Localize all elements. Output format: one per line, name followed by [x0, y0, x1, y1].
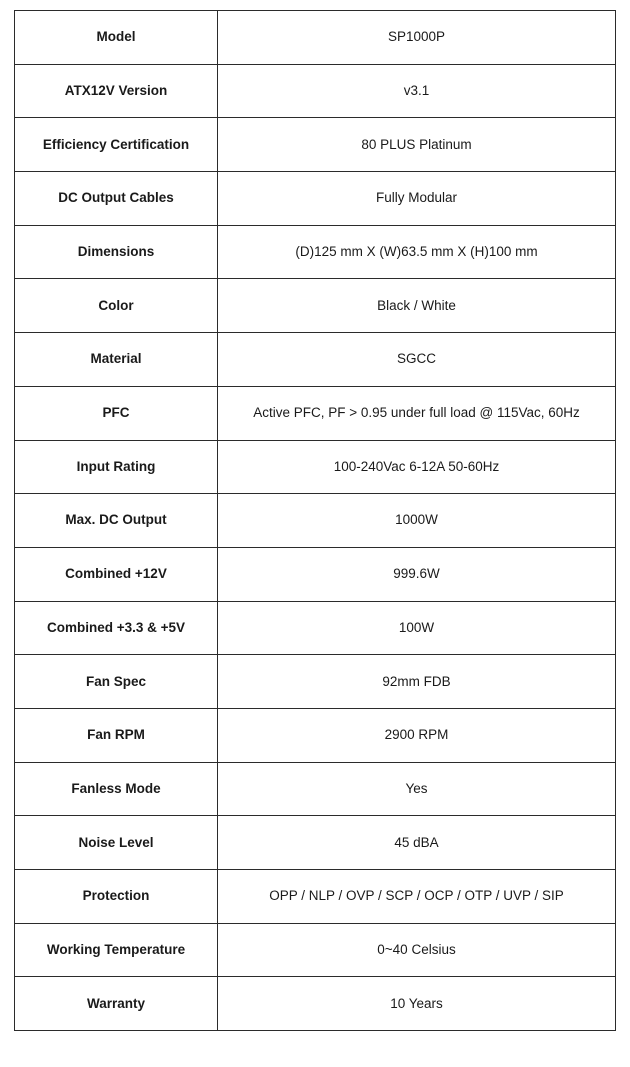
spec-value: 0~40 Celsius	[218, 923, 616, 977]
spec-label: Fanless Mode	[15, 762, 218, 816]
table-row	[15, 923, 616, 977]
spec-value: 100W	[218, 601, 616, 655]
spec-value: 45 dBA	[218, 816, 616, 870]
table-row	[15, 870, 616, 924]
table-row	[15, 601, 616, 655]
table-row	[15, 386, 616, 440]
spec-label: Efficiency Certification	[15, 118, 218, 172]
spec-label: Max. DC Output	[15, 494, 218, 548]
spec-label: Input Rating	[15, 440, 218, 494]
spec-value: 999.6W	[218, 547, 616, 601]
table-row	[15, 494, 616, 548]
table-row	[15, 547, 616, 601]
spec-label: PFC	[15, 386, 218, 440]
spec-value: Active PFC, PF > 0.95 under full load @ 115Vac, 60Hz	[218, 386, 616, 440]
table-row	[15, 279, 616, 333]
spec-label: Material	[15, 333, 218, 387]
spec-value: Yes	[218, 762, 616, 816]
spec-label: Warranty	[15, 977, 218, 1031]
spec-value: 80 PLUS Platinum	[218, 118, 616, 172]
spec-value: 92mm FDB	[218, 655, 616, 709]
spec-value: Fully Modular	[218, 172, 616, 226]
spec-label: DC Output Cables	[15, 172, 218, 226]
table-row	[15, 762, 616, 816]
table-row	[15, 64, 616, 118]
table-row	[15, 225, 616, 279]
table-row	[15, 11, 616, 65]
spec-label: Working Temperature	[15, 923, 218, 977]
spec-value: SGCC	[218, 333, 616, 387]
table-row	[15, 440, 616, 494]
spec-label: Combined +12V	[15, 547, 218, 601]
spec-value: 10 Years	[218, 977, 616, 1031]
table-row	[15, 655, 616, 709]
spec-label: Noise Level	[15, 816, 218, 870]
spec-label: Dimensions	[15, 225, 218, 279]
spec-label: Protection	[15, 870, 218, 924]
table-row	[15, 118, 616, 172]
spec-label: Combined +3.3 & +5V	[15, 601, 218, 655]
spec-label: Fan RPM	[15, 708, 218, 762]
spec-value: v3.1	[218, 64, 616, 118]
table-row	[15, 333, 616, 387]
spec-value: SP1000P	[218, 11, 616, 65]
spec-label: Fan Spec	[15, 655, 218, 709]
spec-value: OPP / NLP / OVP / SCP / OCP / OTP / UVP / SIP	[218, 870, 616, 924]
spec-label: Model	[15, 11, 218, 65]
spec-label: ATX12V Version	[15, 64, 218, 118]
table-row	[15, 816, 616, 870]
spec-value: 100-240Vac 6-12A 50-60Hz	[218, 440, 616, 494]
spec-value: Black / White	[218, 279, 616, 333]
spec-table	[14, 10, 616, 1031]
table-row	[15, 977, 616, 1031]
table-row	[15, 172, 616, 226]
spec-value: (D)125 mm X (W)63.5 mm X (H)100 mm	[218, 225, 616, 279]
table-row	[15, 708, 616, 762]
spec-value: 2900 RPM	[218, 708, 616, 762]
spec-label: Color	[15, 279, 218, 333]
spec-value: 1000W	[218, 494, 616, 548]
